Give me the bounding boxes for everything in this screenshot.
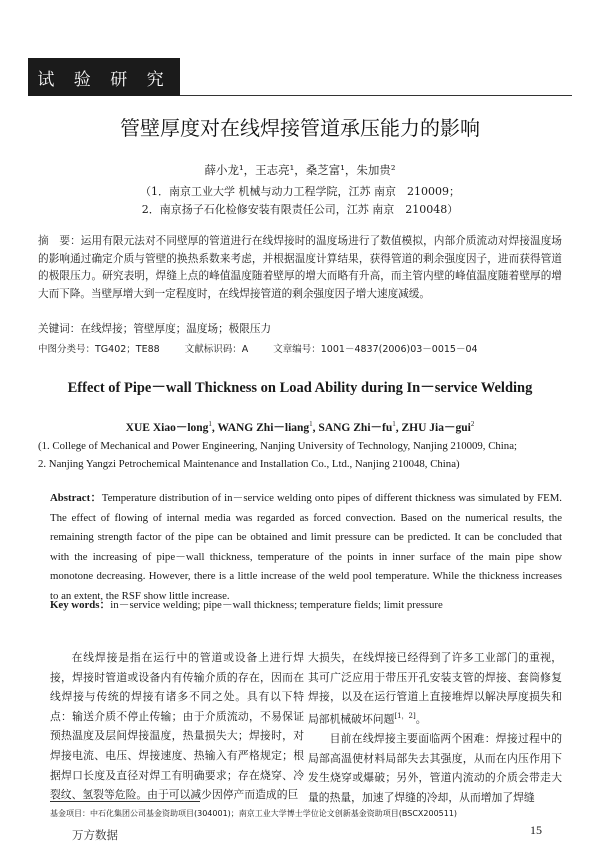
body-column-left: 在线焊接是指在运行中的管道或设备上进行焊接，焊接时管道或设备内有传输介质的存在，因而在线焊接与传统的焊接有诸多不同之处。具有以下特点：输送介质不停止传输；由于介质流动，不易保证预热温度及层间焊接温度，热量损失大；焊接时，对焊接电流、电压、焊接速度、热输入有严格规定；根据焊口长度及直径对焊工有明确要求；存在烧穿、冷裂纹、氢裂等危险。由于可以减少因停产而造成的巨 [50, 651, 304, 802]
title-chinese: 管壁厚度对在线焊接管道承压能力的影响 [120, 116, 480, 140]
affiliation-english-2: 2. Nanjing Yangzi Petrochemical Maintenance and Installation Co., Ltd., Nanjing 210048, China) [38, 458, 460, 470]
abstract-chinese-label: 摘 要： [38, 235, 81, 247]
affiliation-chinese-2: 2．南京扬子石化检修安装有限责任公司，江苏 南京 210048） [141, 203, 459, 216]
watermark: 万方数据 [72, 828, 118, 842]
clc-number: 中图分类号：TG402；TE88 [38, 344, 160, 355]
keywords-chinese-text: 在线焊接；管壁厚度；温度场；极限压力 [80, 323, 272, 335]
title-english: Effect of Pipe－wall Thickness on Load Ability during In－service Welding [67, 380, 533, 396]
keywords-chinese [38, 321, 562, 336]
author-en: XUE Xiao－long [125, 422, 209, 434]
abstract-english-label: Abstract： [50, 492, 102, 504]
author-en: WANG Zhi－liang [217, 422, 310, 434]
author-en: SANG Zhi－fu [318, 422, 393, 434]
abstract-chinese-text: 运用有限元法对不同壁厚的管道进行在线焊接时的温度场进行了数值模拟，内部介质流动对焊接温度场的影响通过确定介质与管壁的换热系数来考虑，并根据温度计算结果，获得管道的剩余强度因子，进而获得管道的极限压力。研究表明，焊缝上点的峰值温度随着壁厚的增大而略有升高，而主管内壁的峰值温度随着壁厚的增大而下降。当壁厚增大到一定程度时，在线焊接管道的剩余强度因子增大速度减缓。 [38, 235, 563, 300]
article-meta [38, 341, 562, 355]
citation-ref: [1，2] [394, 711, 416, 720]
keywords-english-label: Key words： [50, 599, 111, 611]
author-sup: 2 [470, 420, 475, 429]
body-paragraph [308, 648, 562, 729]
body-paragraph: 目前在线焊接主要面临两个困难：焊接过程中的局部高温使材料局部失去其强度，从而在内压作用下发生烧穿或爆破；另外，管道内流动的介质会带走大量的热量，加速了焊缝的冷却，从而增加了焊缝 [308, 731, 562, 804]
body-text: 大损失，在线焊接已经得到了许多工业部门的重视，其可广泛应用于带压开孔安装支管的焊接、套筒修复焊接，以及在运行管道上直接堆焊以解决厚度损失和局部机械破坏问题 [308, 651, 562, 726]
abstract-chinese [38, 233, 562, 303]
keywords-english [50, 597, 562, 612]
affiliation-english-1: (1. College of Mechanical and Power Engineering, Nanjing University of Technology, Nanjing 210009, China; [38, 440, 518, 452]
document-code: 文献标识码：A [184, 344, 249, 355]
authors-english: XUE Xiao－long$^1$, WANG Zhi－liang$^1$, SANG $Zhi-fu^1$, ZHU Jia－gui$^2$ [125, 420, 475, 434]
header-rule [180, 95, 572, 96]
author-sup: 1 [392, 420, 396, 429]
footnote-rule [50, 801, 200, 802]
keywords-chinese-label: 关键词： [38, 323, 81, 335]
keywords-english-text: in－service welding; pipe－wall thickness; temperature fields; limit pressure [110, 599, 443, 611]
abstract-english [50, 489, 562, 607]
page-number: 15 [530, 823, 542, 837]
body-text-end: 。 [415, 712, 427, 726]
author-sup: 1 [309, 420, 313, 429]
abstract-english-text: Temperature distribution of in－service welding onto pipes of different thickness was simulated by FEM. The effect of flowing of internal media was regarded as forced convection. Based on the numerical results, the remaining strength factor of the pipe can be obtained and limit pressure can be predicted. It can be concluded that with the increasing of pipe－wall thickness, temperature of the points in inner surface of the main pipe show monotone decreasing. However, there is a little increase of the weld pool temperature. While the thickness increases to an extent, the RSF show little increase. [50, 492, 563, 602]
author-en: ZHU Jia－gui [401, 422, 471, 434]
section-label: 试 验 研 究 [28, 58, 180, 96]
author-sup: 1 [208, 420, 212, 429]
authors-chinese: 薛小龙¹，王志亮¹，桑芝富¹，朱加贵² [204, 163, 396, 177]
article-number: 文章编号：1001－4837(2006)03－0015－04 [273, 344, 478, 355]
funding-footnote: 基金项目：中石化集团公司基金资助项目(304001)；南京工业大学博士学位论文创新基金资助项目(BSCX200511) [50, 809, 458, 818]
affiliation-chinese-1: （1．南京工业大学 机械与动力工程学院，江苏 南京 210009； [140, 185, 460, 198]
body-column-right [308, 648, 562, 807]
